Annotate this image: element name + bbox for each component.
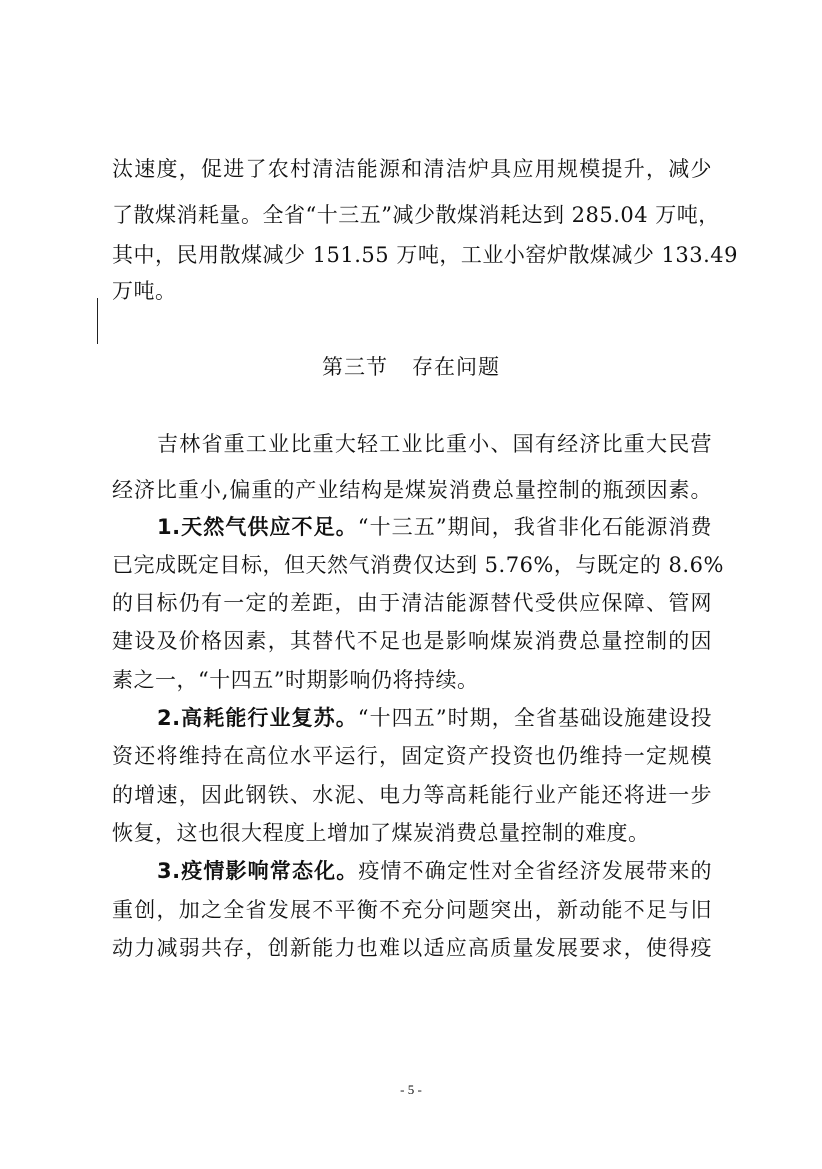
body-line: 恢复，这也很大程度上增加了煤炭消费总量控制的难度。 [112,821,650,845]
body-line: 建设及价格因素，其替代不足也是影响煤炭消费总量控制的因 [112,629,712,653]
body-text: 疫情不确定性对全省经济发展带来的 [358,859,713,883]
item-heading: 1.天然气供应不足。 [157,515,358,539]
list-item-first-line [157,858,712,884]
section-title: 存在问题 [412,355,500,379]
body-line: 已完成既定目标，但天然气消费仅达到 5.76%，与既定的 8.6% [112,553,724,577]
body-line: 吉林省重工业比重大轻工业比重小、国有经济比重大民营 [157,432,712,456]
body-line: 重创，加之全省发展不平衡不充分问题突出，新动能不足与旧 [112,898,712,922]
body-line: 万吨。 [112,279,177,303]
list-item-first-line [157,514,712,540]
section-heading [0,354,822,380]
body-line: 汰速度，促进了农村清洁能源和清洁炉具应用规模提升，减少 [112,157,712,181]
body-line: 其中，民用散煤减少 151.55 万吨，工业小窑炉散煤减少 133.49 [112,243,738,267]
section-number: 第三节 [322,355,388,379]
page-number: - 5 - [400,1082,422,1097]
body-text: “十四五”时期，全省基础设施建设投 [357,706,712,730]
body-line: 经济比重小,偏重的产业结构是煤炭消费总量控制的瓶颈因素。 [112,478,712,502]
body-line: 了散煤消耗量。全省“十三五”减少散煤消耗达到 285.04 万吨， [112,203,720,227]
body-line: 的增速，因此钢铁、水泥、电力等高耗能行业产能还将进一步 [112,783,712,807]
body-line: 的目标仍有一定的差距，由于清洁能源替代受供应保障、管网 [112,591,712,615]
text-cursor [97,298,98,344]
item-heading: 3.疫情影响常态化。 [157,859,359,883]
body-line: 资还将维持在高位水平运行，固定资产投资也仍维持一定规模 [112,744,712,768]
body-line: 动力减弱共存，创新能力也难以适应高质量发展要求，使得疫 [112,936,712,960]
item-heading: 2.高耗能行业复苏。 [157,706,358,730]
list-item-first-line [157,705,712,731]
body-text: “十三五”期间，我省非化石能源消费 [357,515,712,539]
body-line: 素之一，“十四五”时期影响仍将持续。 [112,668,479,692]
